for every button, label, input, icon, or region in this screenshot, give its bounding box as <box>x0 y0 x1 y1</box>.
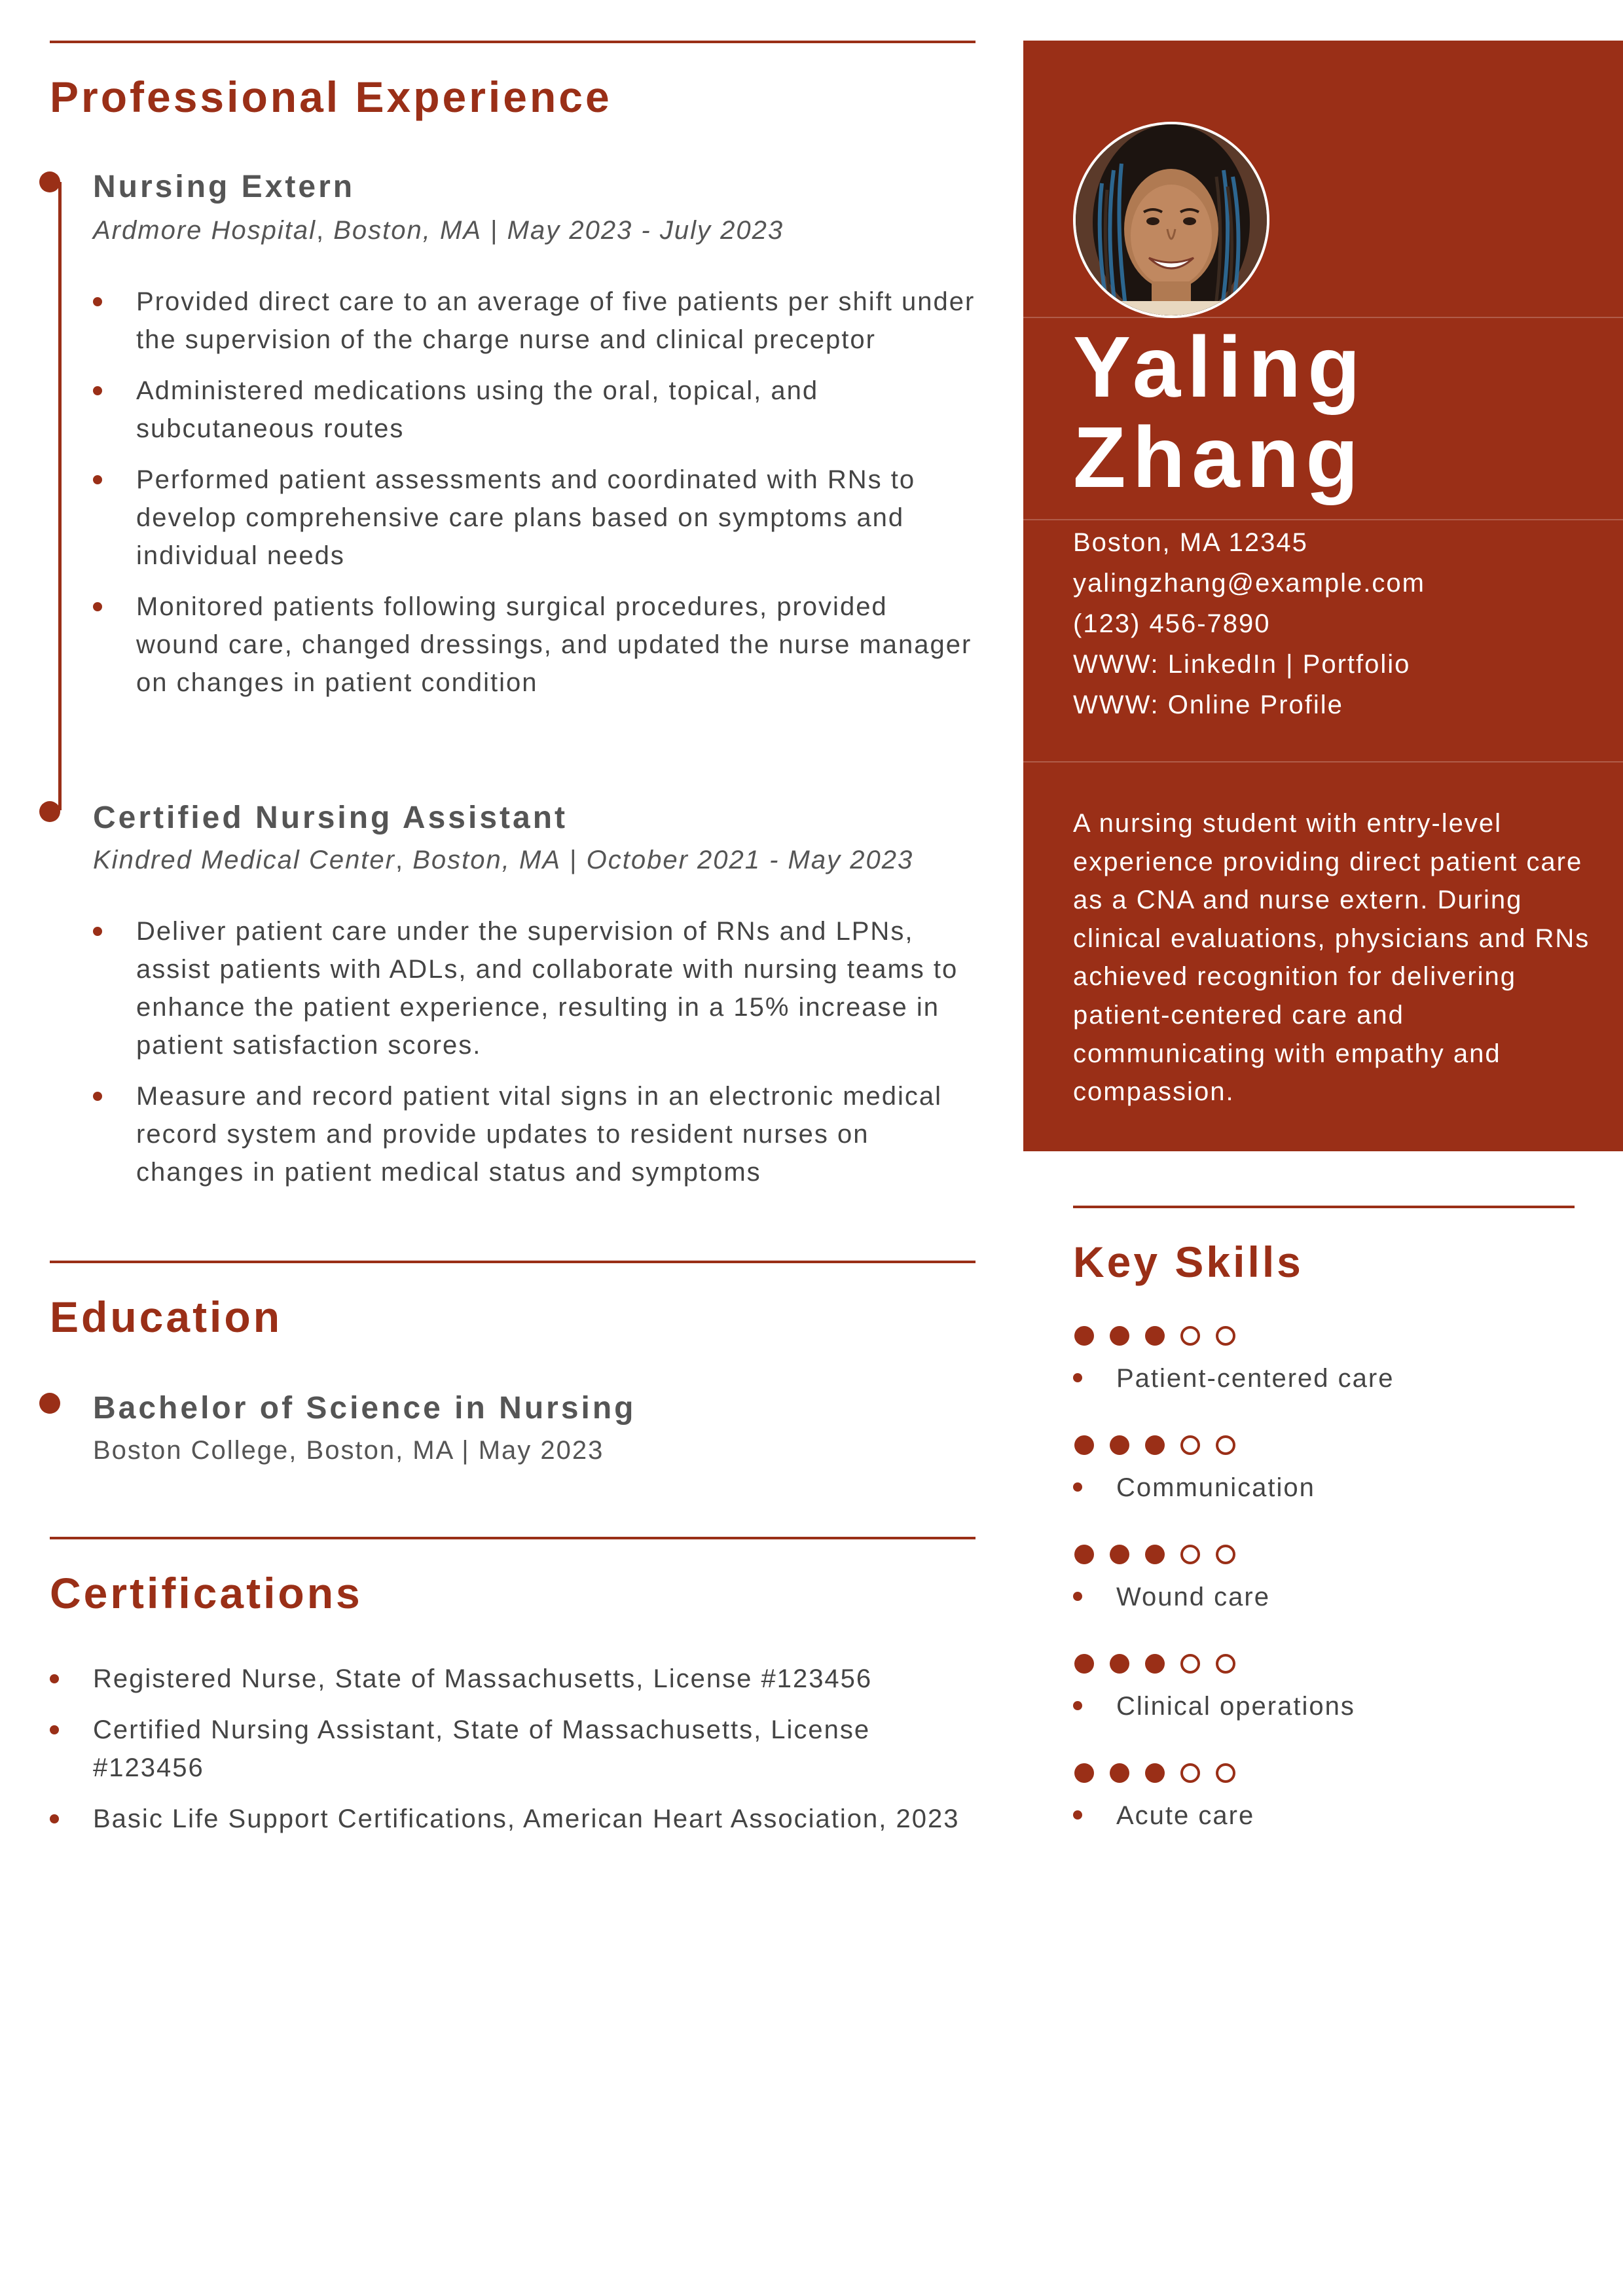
skill-name: Clinical operations <box>1116 1692 1355 1721</box>
contact-email[interactable] <box>1073 563 1425 603</box>
professional-summary: A nursing student with entry-level experience providing direct patient care as a CNA and nurse extern. During clinical evaluations, physicians and RNs achieved recognition for delivering patient-centered care and communicating with empathy and compassion. <box>1073 809 1590 1107</box>
skill-item <box>1073 1543 1575 1641</box>
section-divider <box>1073 1206 1575 1208</box>
skill-name: Patient-centered care <box>1116 1364 1395 1393</box>
portfolio-link[interactable]: Portfolio <box>1302 650 1411 679</box>
certifications-heading: Certifications <box>50 1569 363 1617</box>
avatar-illustration <box>1076 124 1267 315</box>
job-meta: Kindred Medical Center, Boston, MA | October 2021 - May 2023 <box>93 846 914 874</box>
rating-dot-filled <box>1145 1545 1165 1564</box>
list-item: Administered medications using the oral, topical, and subcutaneous routes <box>93 372 977 448</box>
last-name: Zhang <box>1073 409 1365 505</box>
rating-dot-empty <box>1217 1327 1234 1344</box>
rating-dot-empty <box>1217 1765 1234 1782</box>
skill-rating <box>1073 1762 1237 1783</box>
rating-dot-filled <box>1110 1435 1129 1455</box>
job-meta: Ardmore Hospital, Boston, MA | May 2023 - July 2023 <box>93 216 784 245</box>
rating-dot-filled <box>1145 1326 1165 1346</box>
skill-item <box>1073 1325 1575 1423</box>
job-location: Boston, MA <box>412 846 561 874</box>
skill-name: Acute care <box>1116 1801 1255 1830</box>
rating-dot-empty <box>1182 1546 1199 1563</box>
profile-photo <box>1073 122 1269 318</box>
list-item: Performed patient assessments and coordinated with RNs to develop comprehensive care plans based on symptoms and individual needs <box>93 461 977 575</box>
graduation-date: May 2023 <box>478 1436 604 1465</box>
skill-rating <box>1073 1543 1237 1564</box>
online-profile-link[interactable]: Online Profile <box>1167 691 1343 719</box>
job-employer: Kindred Medical Center <box>93 846 395 874</box>
contact-location: Boston, MA 12345 <box>1073 528 1308 557</box>
rating-dot-empty <box>1182 1765 1199 1782</box>
skills-heading: Key Skills <box>1073 1238 1304 1286</box>
skill-name: Wound care <box>1116 1583 1270 1611</box>
rating-dot-empty <box>1182 1437 1199 1454</box>
degree-title: Bachelor of Science in Nursing <box>93 1391 636 1426</box>
job-bullets <box>93 912 977 1204</box>
rating-dot-filled <box>1074 1545 1094 1564</box>
rating-dot-filled <box>1074 1326 1094 1346</box>
rating-dot-filled <box>1145 1435 1165 1455</box>
rating-dot-filled <box>1110 1654 1129 1674</box>
sidebar-divider <box>1023 519 1623 520</box>
timeline-dot <box>39 801 60 822</box>
school-location: Boston, MA <box>306 1436 454 1465</box>
rating-dot-filled <box>1110 1763 1129 1783</box>
school-name: Boston College <box>93 1436 289 1465</box>
timeline-line <box>58 182 62 810</box>
rating-dot-empty <box>1217 1546 1234 1563</box>
timeline-dot <box>39 1393 60 1414</box>
timeline-dot <box>39 171 60 192</box>
job-title: Certified Nursing Assistant <box>93 800 568 835</box>
rating-dot-filled <box>1074 1435 1094 1455</box>
profile-sidebar <box>1023 41 1623 1151</box>
rating-dot-empty <box>1217 1655 1234 1672</box>
rating-dot-empty <box>1217 1437 1234 1454</box>
education-meta: Boston College, Boston, MA | May 2023 <box>93 1436 604 1465</box>
rating-dot-filled <box>1110 1545 1129 1564</box>
list-item: Monitored patients following surgical procedures, provided wound care, changed dressings, and updated the nurse manager on changes in patient condition <box>93 588 977 702</box>
candidate-name <box>1073 319 1610 505</box>
list-item: Measure and record patient vital signs in an electronic medical record system and provide updates to resident nurses on changes in patient medical status and symptoms <box>93 1077 977 1191</box>
skill-rating <box>1073 1653 1237 1674</box>
www-label: WWW: <box>1073 691 1159 719</box>
rating-dot-filled <box>1074 1654 1094 1674</box>
section-divider <box>50 1261 976 1263</box>
linkedin-link[interactable]: LinkedIn <box>1167 650 1278 679</box>
sidebar-divider <box>1023 317 1623 318</box>
rating-dot-filled <box>1074 1763 1094 1783</box>
skill-item <box>1073 1653 1575 1751</box>
list-item: Deliver patient care under the supervision of RNs and LPNs, assist patients with ADLs, and collaborate with nursing teams to enhance the patient experience, resulting in a 15% increase in patient satisfaction scores. <box>93 912 977 1064</box>
skill-item <box>1073 1762 1575 1860</box>
sidebar-divider <box>1023 761 1623 762</box>
first-name: Yaling <box>1073 319 1367 415</box>
certification-list <box>50 1660 976 1851</box>
contact-phone: (123) 456-7890 <box>1073 609 1271 638</box>
experience-heading: Professional Experience <box>50 73 612 121</box>
www-label: WWW: <box>1073 650 1159 679</box>
skill-rating <box>1073 1325 1237 1346</box>
contact-links <box>1073 644 1425 685</box>
job-employer: Ardmore Hospital <box>93 216 317 245</box>
skill-rating <box>1073 1434 1237 1455</box>
contact-online-profile <box>1073 685 1425 725</box>
list-item: Registered Nurse, State of Massachusetts, License #123456 <box>50 1660 976 1698</box>
job-title: Nursing Extern <box>93 170 356 204</box>
email-link[interactable]: yalingzhang@example.com <box>1073 569 1425 598</box>
list-item: Provided direct care to an average of five patients per shift under the supervision of the charge nurse and clinical preceptor <box>93 283 977 359</box>
section-divider <box>50 41 976 43</box>
job-dates: May 2023 - July 2023 <box>507 216 784 245</box>
rating-dot-filled <box>1110 1326 1129 1346</box>
list-item: Basic Life Support Certifications, American Heart Association, 2023 <box>50 1800 976 1838</box>
rating-dot-empty <box>1182 1655 1199 1672</box>
job-location: Boston, MA <box>333 216 483 245</box>
education-heading: Education <box>50 1293 283 1341</box>
skill-item <box>1073 1434 1575 1532</box>
rating-dot-filled <box>1145 1763 1165 1783</box>
contact-list <box>1073 522 1425 725</box>
job-dates: October 2021 - May 2023 <box>586 846 914 874</box>
section-divider <box>50 1537 976 1539</box>
link-separator: | <box>1286 650 1294 679</box>
list-item: Certified Nursing Assistant, State of Massachusetts, License #123456 <box>50 1711 976 1787</box>
skill-name: Communication <box>1116 1473 1315 1502</box>
rating-dot-filled <box>1145 1654 1165 1674</box>
job-bullets <box>93 283 977 715</box>
rating-dot-empty <box>1182 1327 1199 1344</box>
